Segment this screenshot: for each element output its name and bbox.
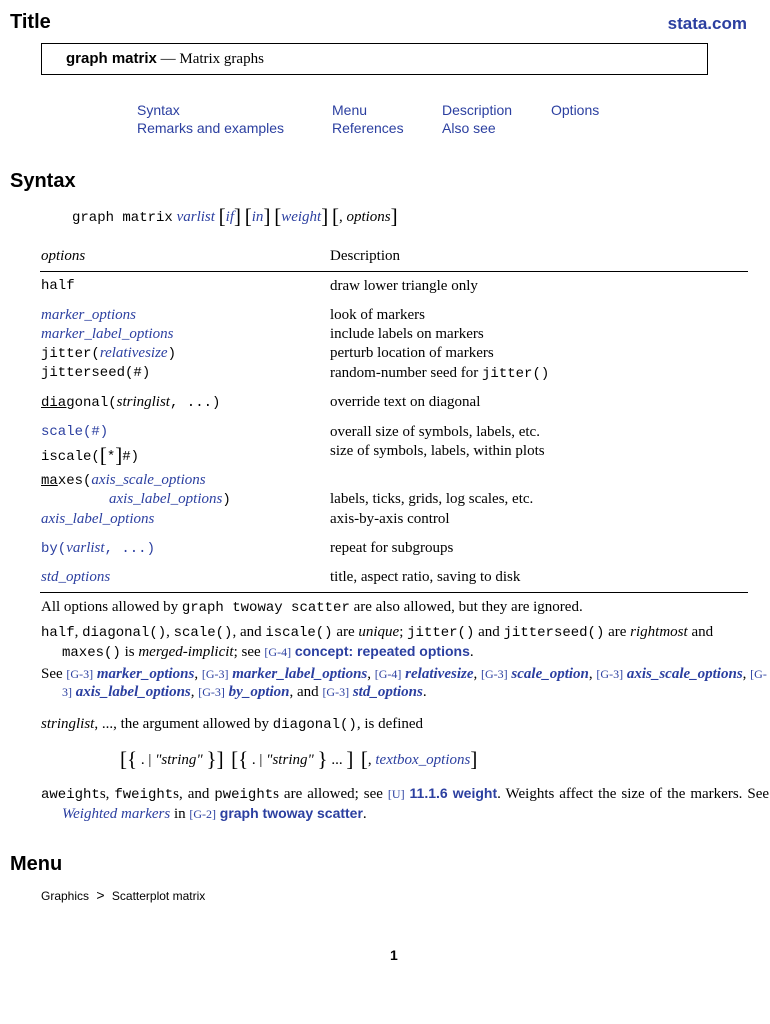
nav-description[interactable]: Description [442,102,513,118]
note-ignored-options: All options allowed by graph twoway scatter are also allowed, but they are ignored. [41,599,583,616]
weighted-markers-link[interactable]: Weighted markers [62,806,171,822]
ref-link[interactable]: [G-3] [62,667,767,699]
weight-link[interactable]: weight [281,209,322,225]
command-description: Matrix graphs [179,51,264,67]
desc-std-options: title, aspect ratio, saving to disk [330,569,521,585]
title-box-content [66,50,264,68]
stringlist-grammar: [{ . | "string" }] [{ . | "string" } ... ] [, textbox_options] [120,747,478,771]
scale-option-link[interactable]: scale_option [511,666,589,682]
desc-marker-options: look of markers [330,307,425,323]
table-rule-top [40,271,748,272]
title-dash: — [156,51,180,67]
desc-axis-label-options: axis-by-axis control [330,511,450,527]
ref-link[interactable]: [G-3] [201,667,229,681]
ref-link[interactable]: [G-3] [596,667,624,681]
nav-options[interactable]: Options [551,102,600,118]
menu-path-separator: > [96,887,105,903]
textbox-options-link[interactable]: textbox_options [375,752,471,768]
relativesize-link[interactable]: relativesize [99,345,168,361]
weight-doc-link[interactable]: 11.1.6 weight [409,785,498,801]
desc-jitter: perturb location of markers [330,345,494,361]
if-link[interactable]: if [225,209,235,225]
syntax-line: graph matrix varlist [if] [in] [weight] [, options] [72,204,398,228]
syntax-command: graph matrix [72,210,173,226]
menu-path [41,887,205,903]
opt-scale[interactable]: scale(#) [41,424,109,440]
menu-heading: Menu [10,853,63,875]
opt-half: half [41,278,75,294]
opt-axis-label-options[interactable]: axis_label_options [41,511,155,527]
axis-label-options-doc-link[interactable]: axis_label_options [75,684,191,700]
ref-g4-concept[interactable]: [G-4] [264,645,292,659]
menu-path-scatterplot: Scatterplot matrix [111,889,206,903]
note-see-also-links: See [G-3] marker_options, [G-3] marker_label_options, [G-4] relativesize, [G-3] scale_option, [G-3] axis_scale_options, [G-3] axis_label_options, [G-3] by_option, and [G-3] std_options. [41,666,767,700]
command-name: graph matrix [66,50,157,67]
opt-jitterseed: jitterseed(#) [41,365,151,381]
ref-link[interactable]: [G-4] [374,667,402,681]
opt-marker-label-options[interactable]: marker_label_options [41,326,174,342]
varlist-link[interactable]: varlist [176,209,215,225]
table-rule-bottom [40,592,748,593]
nav-menu[interactable]: Menu [332,102,368,118]
opt-by[interactable]: by(varlist, ...) [41,540,155,557]
nav-references[interactable]: References [332,120,404,136]
page-number: 1 [390,947,398,963]
axis-label-options-link[interactable]: axis_label_options [109,491,223,507]
note-stringlist: stringlist, ..., the argument allowed by diagonal(), is defined [41,716,424,733]
nav-syntax[interactable]: Syntax [137,102,180,118]
ref-u-weight[interactable]: [U] [387,787,405,801]
page-title: Title [10,11,51,33]
opt-std-options[interactable]: std_options [41,569,111,585]
note-weights: aweights, fweights, and pweights are allowed; see [U] 11.1.6 weight. Weights affect the size of the markers. See Weighted markers in [G-2] graph twoway scatter. [41,785,770,822]
ref-link[interactable]: [G-3] [198,685,225,699]
description-column-header: Description [330,248,400,264]
desc-scale: overall size of symbols, labels, etc. [330,424,540,440]
std-options-doc-link[interactable]: std_options [352,684,423,700]
stata-link[interactable]: stata.com [667,14,747,33]
syntax-heading: Syntax [10,170,76,192]
note-unique-options: half, diagonal(), scale(), and iscale() are unique; jitter() and jitterseed() are rightmost and maxes() is merged-implicit; see [G-4] concept: repeated options. [41,624,714,661]
desc-iscale: size of symbols, labels, within plots [330,443,545,459]
nav-also-see[interactable]: Also see [442,120,496,136]
desc-diagonal: override text on diagonal [330,394,481,410]
desc-by: repeat for subgroups [330,540,454,556]
menu-path-graphics: Graphics [41,889,90,903]
graph-twoway-scatter-link[interactable]: graph twoway scatter [219,805,363,821]
title-box [41,43,708,75]
desc-maxes: labels, ticks, grids, log scales, etc. [330,491,534,507]
desc-half: draw lower triangle only [330,278,478,294]
marker-options-link[interactable]: marker_options [96,666,195,682]
syntax-options: options [346,209,391,225]
opt-jitter: jitter(relativesize) [41,345,176,362]
nav-remarks[interactable]: Remarks and examples [137,120,285,136]
opt-maxes-cont: axis_label_options) [109,491,231,508]
by-option-link[interactable]: by_option [228,684,290,700]
ref-link[interactable]: [G-3] [66,667,94,681]
marker-label-options-link[interactable]: marker_label_options [232,666,368,682]
in-link[interactable]: in [251,209,264,225]
options-column-header: options [41,248,86,264]
opt-maxes: maxes(axis_scale_options [41,472,206,489]
ref-g2[interactable]: [G-2] [189,807,217,821]
desc-marker-label-options: include labels on markers [330,326,484,342]
desc-jitterseed: random-number seed for jitter() [330,365,550,382]
opt-marker-options[interactable]: marker_options [41,307,136,323]
opt-iscale: iscale([*]#) [41,443,140,467]
axis-scale-options-doc-link[interactable]: axis_scale_options [626,666,743,682]
relativesize-doc-link[interactable]: relativesize [405,666,474,682]
ref-link[interactable]: [G-3] [481,667,508,681]
concept-repeated-options-link[interactable]: concept: repeated options [294,643,470,659]
ref-link[interactable]: [G-3] [322,685,350,699]
axis-scale-options-link[interactable]: axis_scale_options [91,472,206,488]
opt-diagonal: diagonal(stringlist, ...) [41,394,221,411]
